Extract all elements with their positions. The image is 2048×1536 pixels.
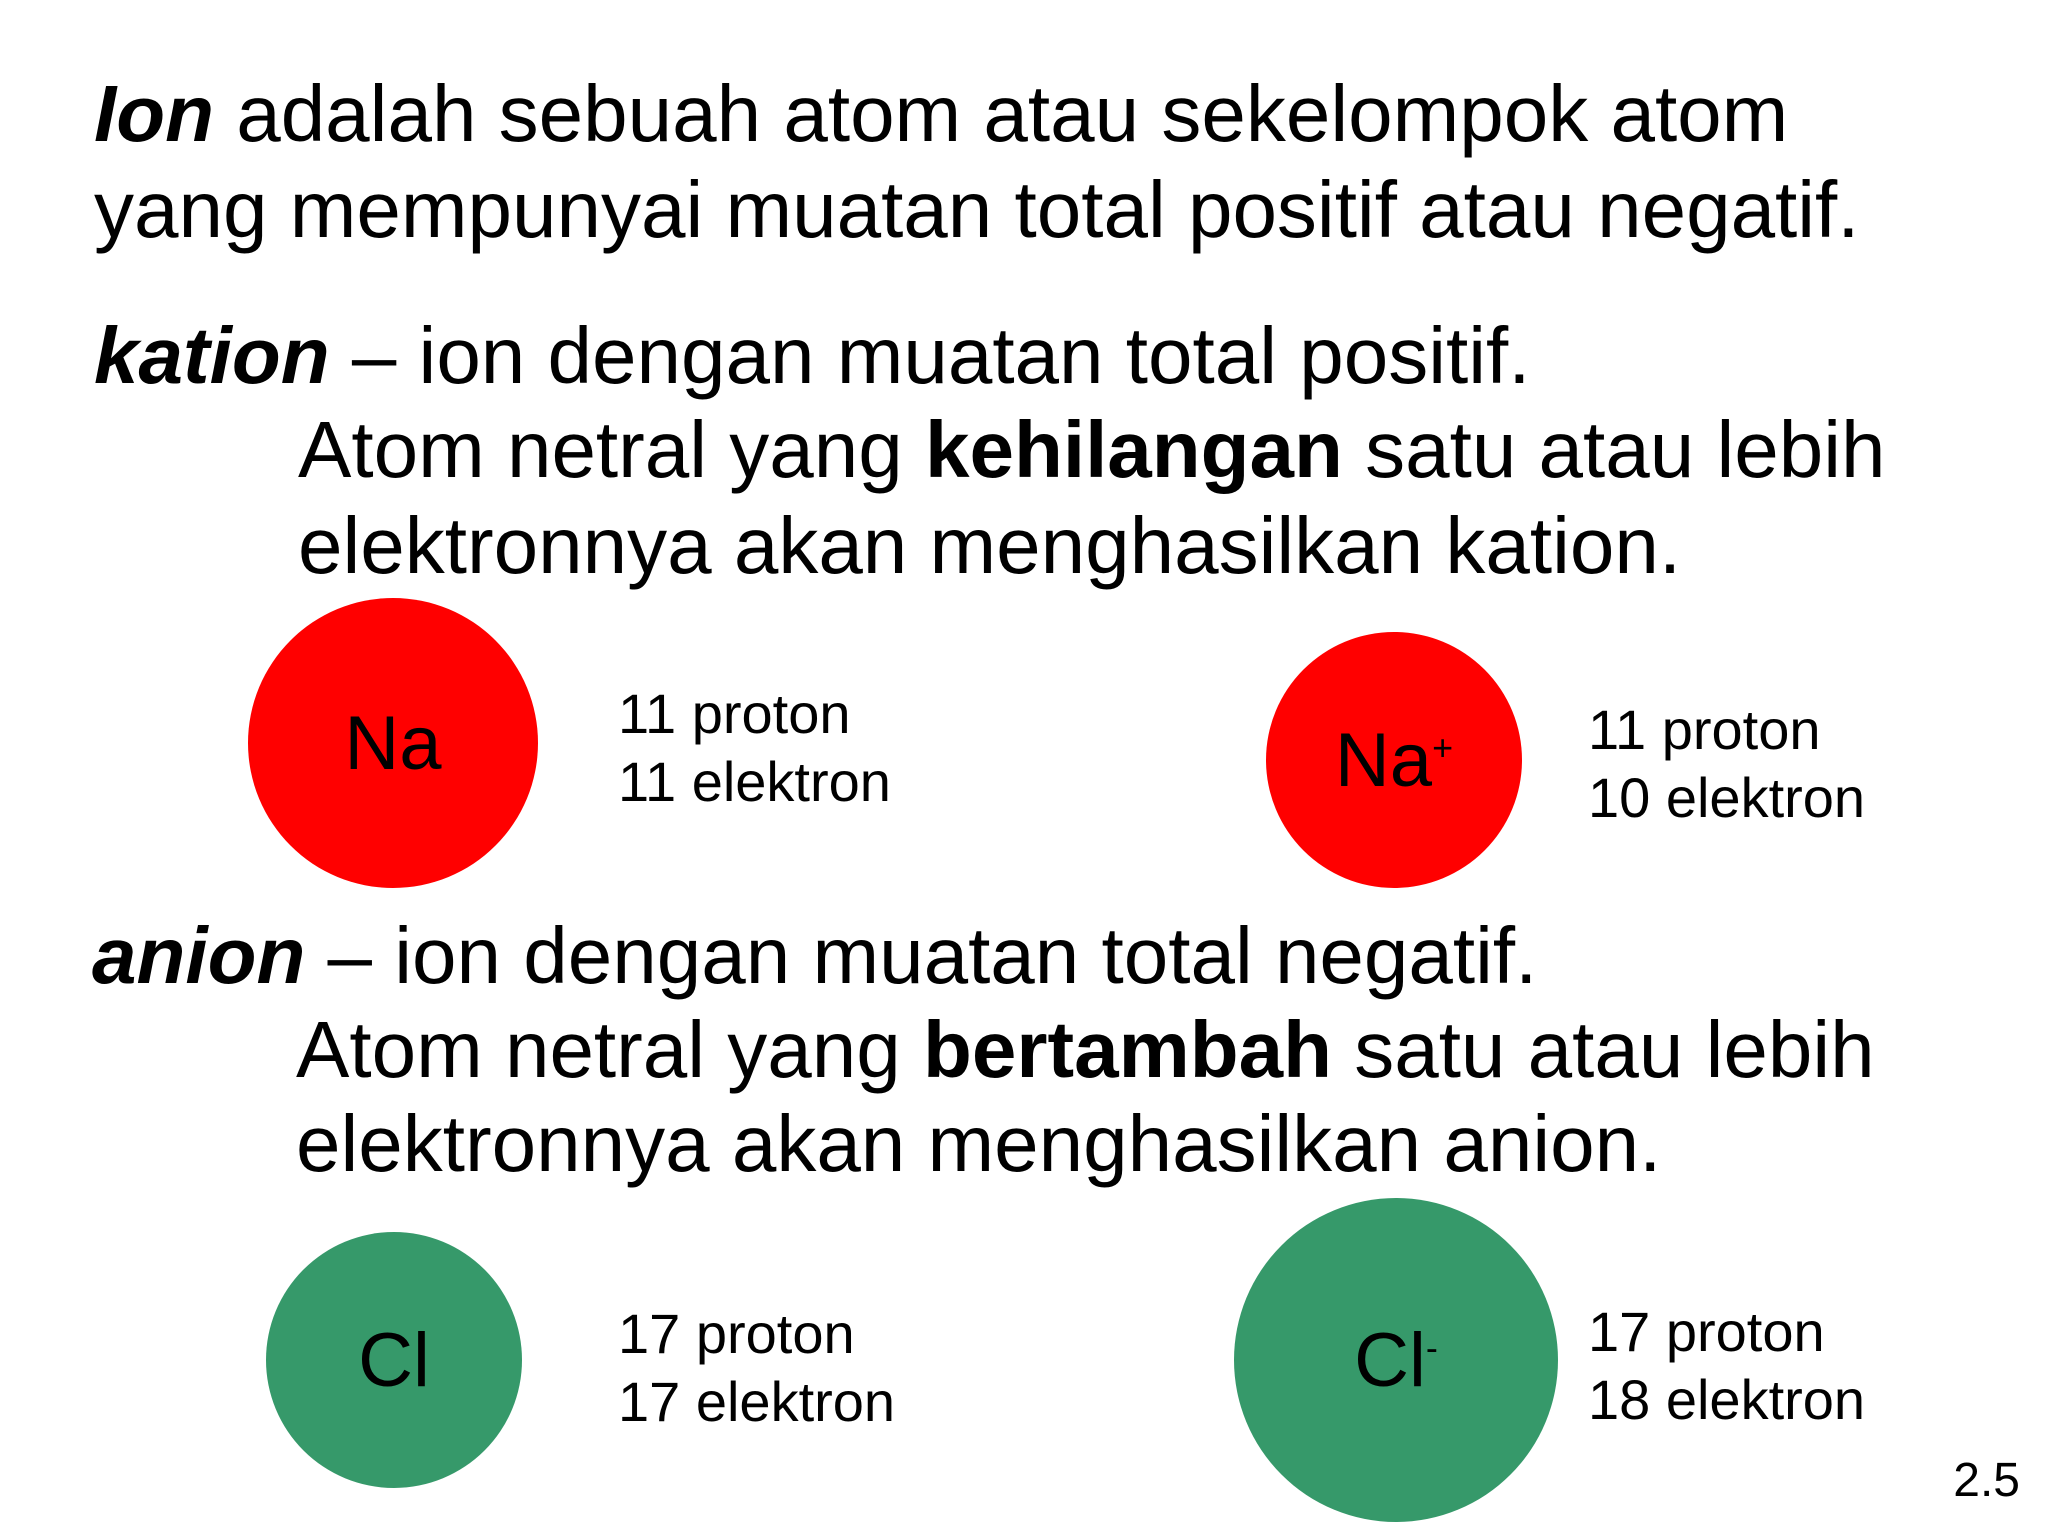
anion-desc-bold: bertambah	[923, 1005, 1332, 1094]
cation-term: kation	[94, 311, 330, 400]
page-number: 2.5	[1953, 1454, 2020, 1507]
anion-desc-before: Atom netral yang	[296, 1005, 923, 1094]
anion-heading	[92, 908, 1537, 1004]
sodium-atom-protons: 11 proton	[618, 682, 851, 745]
chlorine-atom-info	[618, 1300, 895, 1436]
chloride-ion-electrons: 18 elektron	[1588, 1368, 1866, 1431]
ion-definition-line-1	[94, 66, 1788, 162]
ion-definition-line-2: yang mempunyai muatan total positif atau negatif.	[94, 165, 1860, 254]
sodium-ion-electrons: 10 elektron	[1588, 766, 1866, 829]
chloride-ion-info	[1588, 1298, 1865, 1434]
chlorine-atom-electrons: 17 elektron	[618, 1370, 896, 1433]
sodium-ion-symbol: Na	[1334, 717, 1433, 803]
sodium-atom-symbol: Na	[344, 700, 442, 786]
anion-term: anion	[92, 911, 306, 1000]
chloride-ion-symbol: Cl	[1354, 1317, 1426, 1403]
anion-heading-text: – ion dengan muatan total negatif.	[305, 911, 1538, 1000]
anion-description-line-1	[296, 1002, 1875, 1098]
chlorine-atom-symbol: Cl	[358, 1317, 430, 1403]
sodium-ion-protons: 11 proton	[1588, 698, 1821, 761]
cation-desc-before: Atom netral yang	[298, 405, 925, 494]
cation-description-line-1	[298, 402, 1886, 498]
cation-heading	[94, 308, 1530, 404]
chloride-ion-charge: -	[1425, 1327, 1438, 1368]
sodium-ion-info	[1588, 696, 1865, 832]
cation-desc-bold: kehilangan	[925, 405, 1343, 494]
chloride-ion-circle	[1234, 1198, 1558, 1522]
cation-desc-after: satu atau lebih	[1342, 405, 1886, 494]
chlorine-atom-protons: 17 proton	[618, 1302, 855, 1365]
chloride-ion-protons: 17 proton	[1588, 1300, 1825, 1363]
sodium-ion-circle	[1266, 632, 1522, 888]
ion-term: Ion	[94, 69, 214, 158]
chlorine-atom-circle	[266, 1232, 522, 1488]
sodium-atom-info	[618, 680, 891, 816]
sodium-atom-electrons: 11 elektron	[618, 750, 891, 813]
sodium-ion-charge: +	[1432, 727, 1454, 768]
cation-description-line-2: elektronnya akan menghasilkan kation.	[298, 501, 1682, 590]
anion-desc-after: satu atau lebih	[1331, 1005, 1875, 1094]
cation-heading-text: – ion dengan muatan total positif.	[329, 311, 1531, 400]
sodium-atom-circle	[248, 598, 538, 888]
ion-definition-text: adalah sebuah atom atau sekelompok atom	[213, 69, 1789, 158]
anion-description-line-2: elektronnya akan menghasilkan anion.	[296, 1099, 1662, 1188]
